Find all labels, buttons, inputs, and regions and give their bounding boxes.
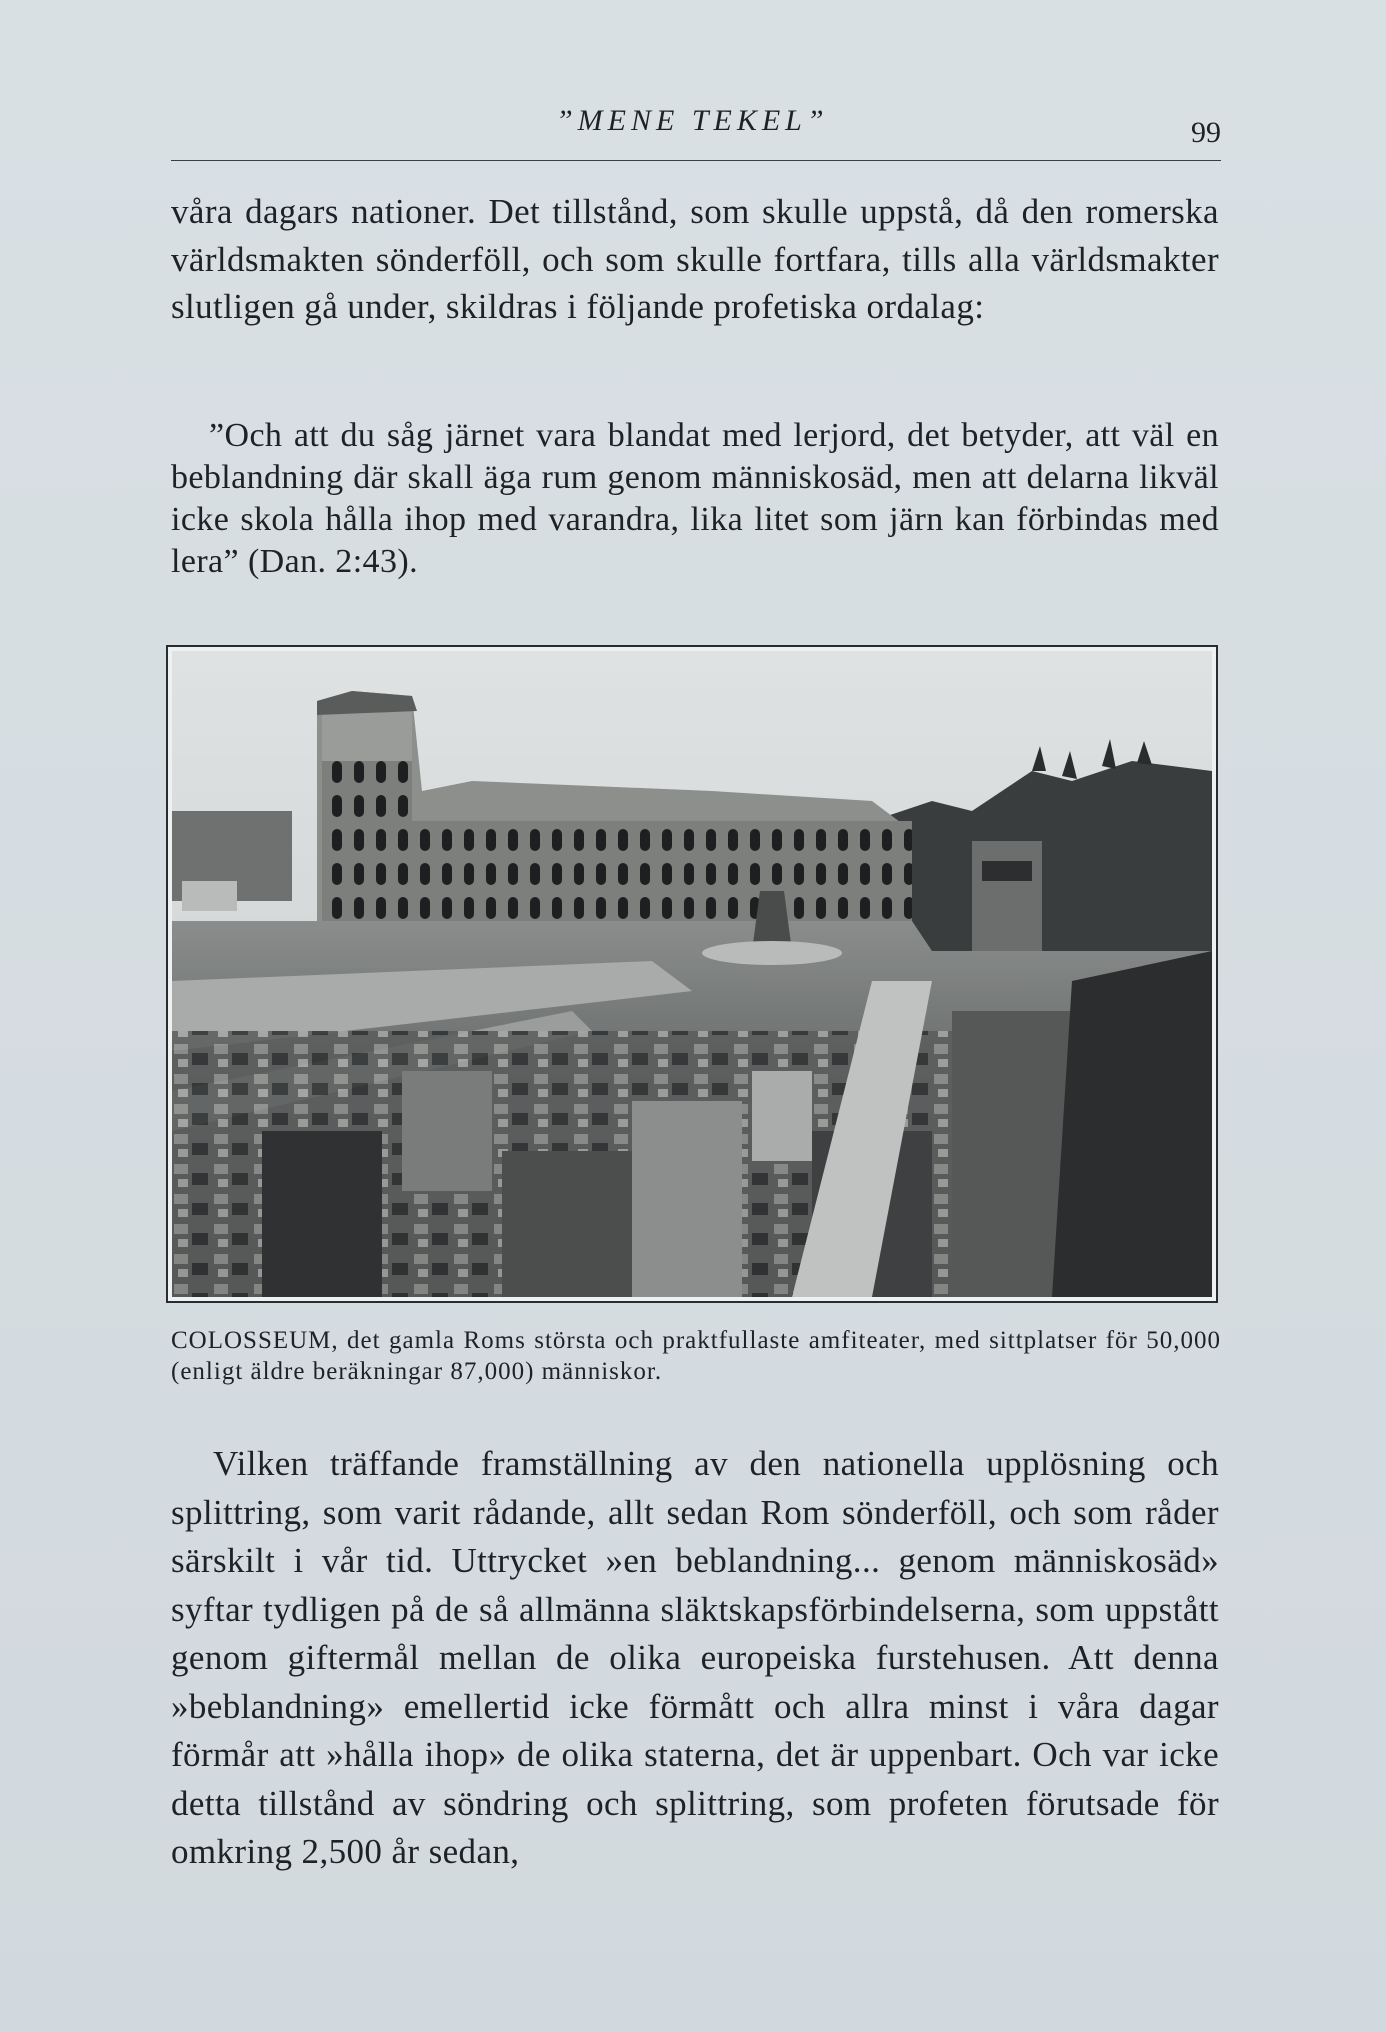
colosseum-photo-illustration	[172, 651, 1212, 1297]
body-paragraph-1: våra dagars nationer. Det tillstånd, som skulle uppstå, då den romerska världsmakten sönderföll, och som skulle fortfara, tills alla världsmakter slutligen gå under, skildras i följande profetiska ordalag:	[171, 192, 1219, 326]
page-number: 99	[1191, 116, 1221, 149]
scripture-quote: ”Och att du såg järnet vara blandat med lerjord, det betyder, att väl en beblandning där skall äga rum genom människosäd, men att delarna likväl icke skola hålla ihop med varandra, lika litet som järn kan förbindas med lera” (Dan. 2:43).	[171, 417, 1219, 580]
running-title: ”MENE TEKEL”	[556, 104, 829, 137]
figure-caption: COLOSSEUM, det gamla Roms största och praktfullaste amfiteater, med sittplatser för 50,000 (enligt äldre beräkningar 87,000) människor.	[171, 1327, 1221, 1385]
colosseum-photograph	[166, 645, 1218, 1303]
body-paragraph-2: Vilken träffande framställning av den nationella upplösning och splittring, som varit rådande, allt sedan Rom sönderföll, och som råder särskilt i vår tid. Uttrycket »en beblandning... genom människosäd» syftar tydligen på de så allmänna släktskapsförbindelserna, som uppstått genom giftermål mellan de olika europeiska furstehusen. Att denna »beblandning» emellertid icke förmått och allra minst i våra dagar förmår att »hålla ihop» de olika staterna, det är uppenbart. Och var icke detta tillstånd av söndring och splittring, som profeten förutsade för omkring 2,500 år sedan,	[171, 1444, 1219, 1871]
running-header	[171, 100, 1221, 161]
